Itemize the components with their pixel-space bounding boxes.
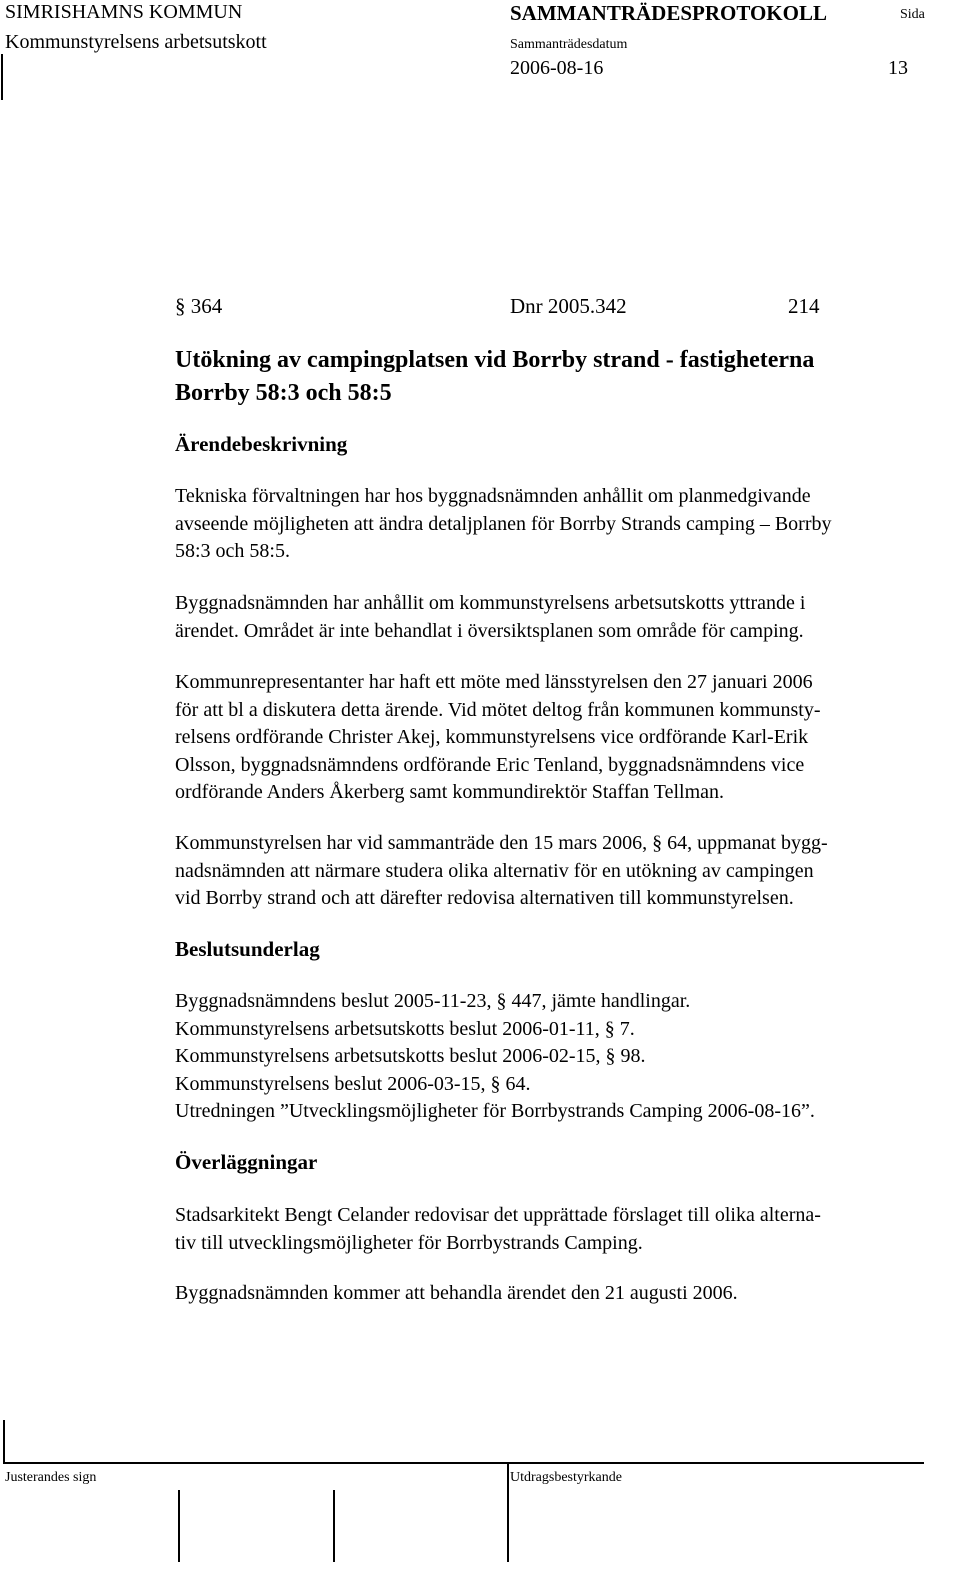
heading-overlaggningar: Överläggningar <box>175 1150 318 1174</box>
protocol-title: SAMMANTRÄDESPROTOKOLL <box>510 1 827 25</box>
list-item: Byggnadsnämndens beslut 2005-11-23, § 447, jämte handlingar. <box>175 990 691 1012</box>
paragraph-arende-3 <box>175 669 821 807</box>
page-label: Sida <box>900 7 925 22</box>
footer-justerandes-sign: Justerandes sign <box>5 1470 97 1485</box>
list-item: Kommunstyrelsens arbetsutskotts beslut 2006-02-15, § 98. <box>175 1045 646 1067</box>
dnr: Dnr 2005.342 <box>510 294 627 318</box>
text-line: avseende möjligheten att ändra detaljplanen för Borrby Strands camping – Borrby <box>175 512 832 535</box>
heading-arendebeskrivning: Ärendebeskrivning <box>175 432 348 456</box>
case-title-line2: Borrby 58:3 och 58:5 <box>175 380 392 406</box>
paragraph-arende-1 <box>175 483 831 566</box>
date-label: Sammanträdesdatum <box>510 37 628 52</box>
text-line: 58:3 och 58:5. <box>175 540 290 562</box>
text-line: ärendet. Området är inte behandlat i översiktsplanen som område för camping. <box>175 619 804 642</box>
text-line: Byggnadsnämnden har anhållit om kommunstyrelsens arbetsutskotts yttrande i <box>175 592 806 614</box>
meeting-date: 2006-08-16 <box>510 57 604 79</box>
page-number: 13 <box>888 57 908 79</box>
list-item: Kommunstyrelsens arbetsutskotts beslut 2006-01-11, § 7. <box>175 1017 635 1040</box>
text-line: tiv till utvecklingsmöjligheter för Borrbystrands Camping. <box>175 1231 643 1254</box>
text-line: ordförande Anders Åkerberg samt kommundirektör Staffan Tellman. <box>175 781 725 803</box>
list-item: Utredningen ”Utvecklingsmöjligheter för Borrbystrands Camping 2006-08-16”. <box>175 1100 815 1122</box>
text-line: Kommunstyrelsen har vid sammanträde den 15 mars 2006, § 64, uppmanat bygg- <box>175 832 828 854</box>
footer-top-rule <box>3 1462 924 1464</box>
signature-box-divider <box>333 1490 335 1562</box>
footer-left-rule <box>3 1420 5 1464</box>
case-title-line1: Utökning av campingplatsen vid Borrby strand - fastigheterna <box>175 347 815 373</box>
paragraph-overlagg-1 <box>175 1202 821 1257</box>
text-line: vid Borrby strand och att därefter redovisa alternativen till kommunstyrelsen. <box>175 887 794 909</box>
footer-utdragsbestyrkande: Utdragsbestyrkande <box>510 1470 622 1485</box>
text-line: Byggnadsnämnden kommer att behandla ärendet den 21 augusti 2006. <box>175 1282 738 1304</box>
paragraph-overlagg-2 <box>175 1280 738 1308</box>
signature-box-divider <box>178 1490 180 1562</box>
paragraph-arende-4 <box>175 830 828 913</box>
case-number: 214 <box>788 294 820 318</box>
text-line: för att bl a diskutera detta ärende. Vid mötet deltog från kommunen kommunsty- <box>175 698 821 721</box>
text-line: Olsson, byggnadsnämndens ordförande Eric Tenland, byggnadsnämndens vice <box>175 753 805 776</box>
committee-name: Kommunstyrelsens arbetsutskott <box>5 31 267 53</box>
list-item: Kommunstyrelsens beslut 2006-03-15, § 64. <box>175 1072 531 1095</box>
text-line: Stadsarkitekt Bengt Celander redovisar det upprättade förslaget till olika alterna- <box>175 1204 821 1226</box>
paragraph-number: § 364 <box>175 294 223 318</box>
text-line: relsens ordförande Christer Akej, kommunstyrelsens vice ordförande Karl-Erik <box>175 726 809 748</box>
header-left-rule <box>1 54 3 100</box>
heading-beslutsunderlag: Beslutsunderlag <box>175 937 320 961</box>
signature-box-divider <box>507 1462 509 1562</box>
paragraph-arende-2 <box>175 590 805 645</box>
text-line: nadsnämnden att närmare studera olika alternativ för en utökning av campingen <box>175 859 814 882</box>
beslutsunderlag-list <box>175 988 815 1126</box>
case-title <box>175 344 814 410</box>
municipality-name: SIMRISHAMNS KOMMUN <box>5 1 243 23</box>
text-line: Kommunrepresentanter har haft ett möte med länsstyrelsen den 27 januari 2006 <box>175 671 813 693</box>
text-line: Tekniska förvaltningen har hos byggnadsnämnden anhållit om planmedgivande <box>175 485 811 507</box>
